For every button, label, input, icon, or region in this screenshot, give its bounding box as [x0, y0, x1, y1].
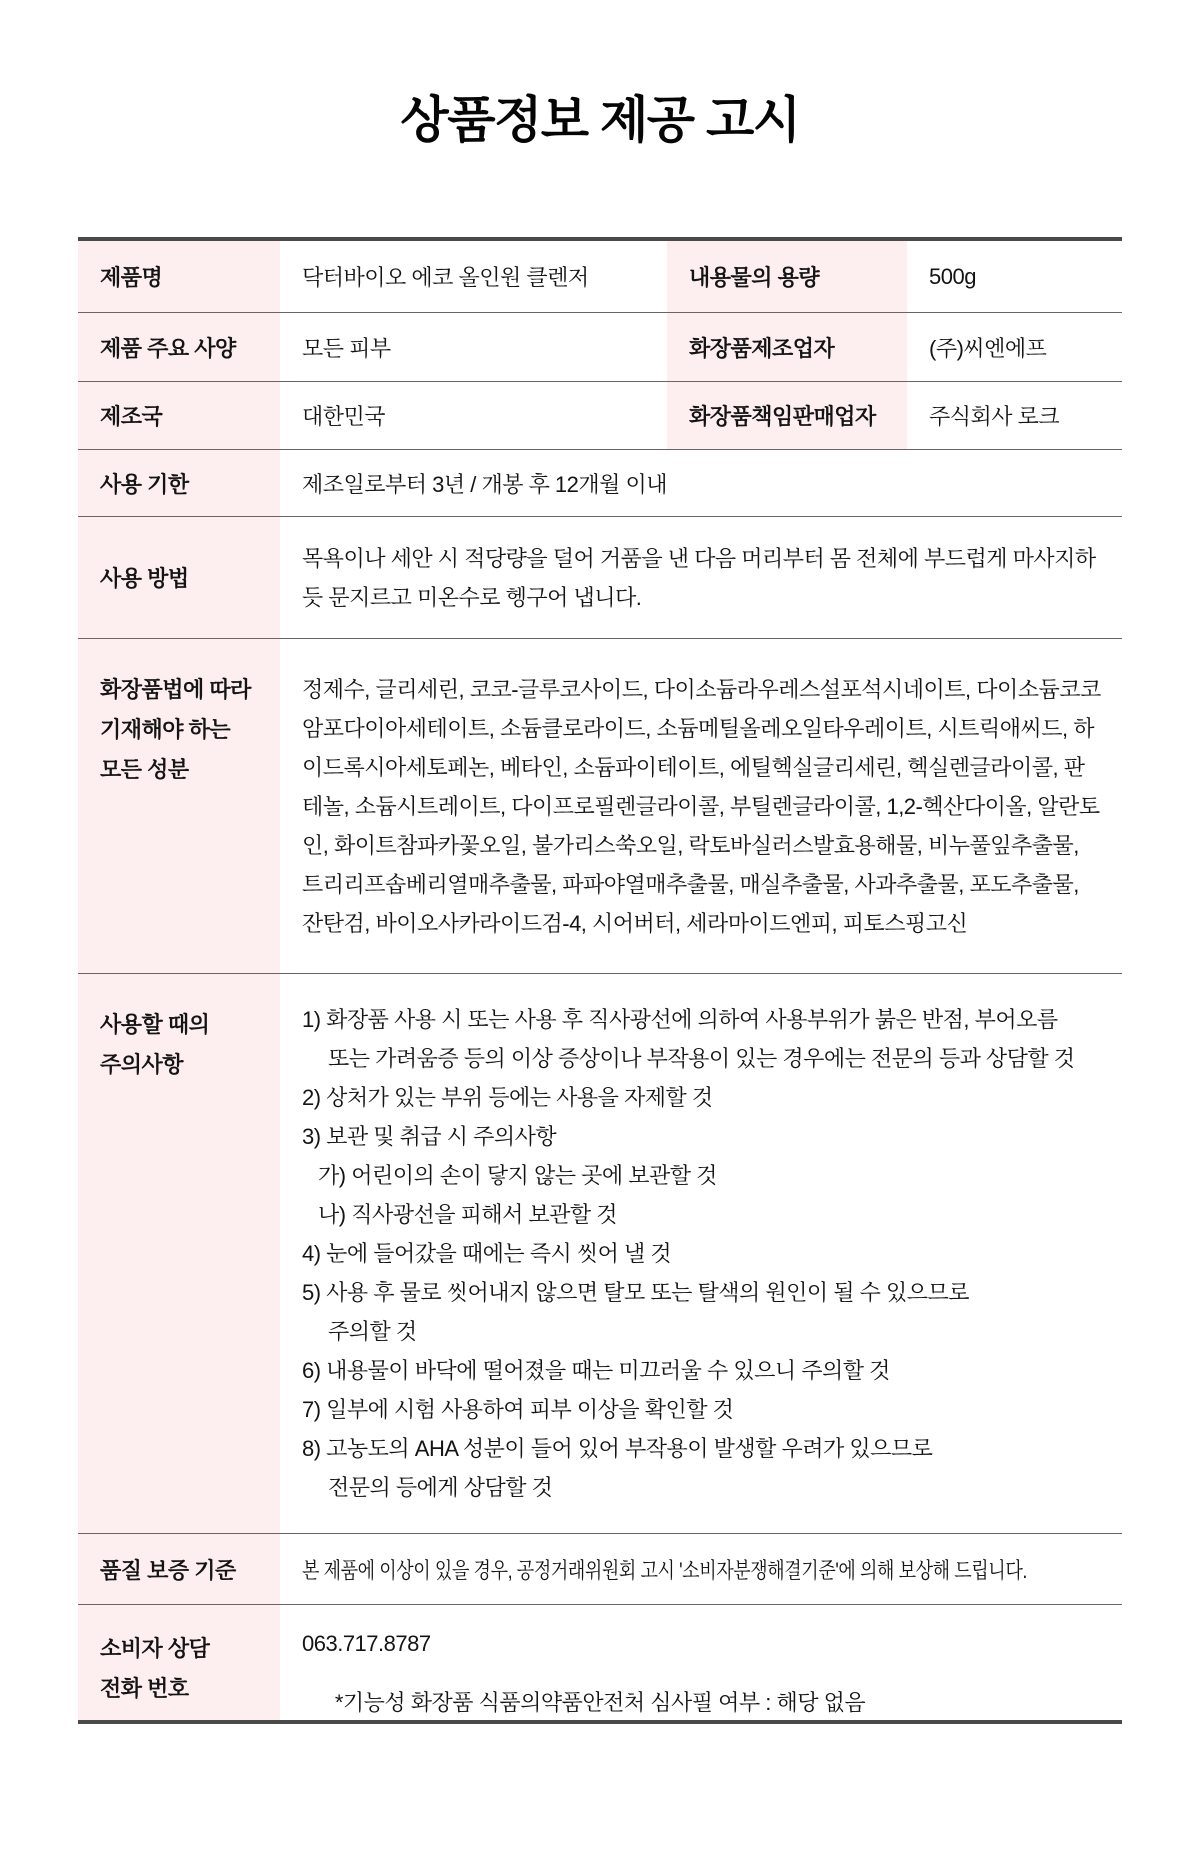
ingredients-label-line: 기재해야 하는 — [100, 717, 231, 742]
content-line: 6) 내용물이 바닥에 떨어졌을 때는 미끄러울 수 있으니 주의할 것 — [302, 1358, 890, 1383]
content-line: 5) 사용 후 물로 씻어내지 않으면 탈모 또는 탈색의 원인이 될 수 있으므로 — [302, 1280, 969, 1305]
content-line: 나) 직사광선을 피해서 보관할 것 — [318, 1202, 618, 1227]
ingredients-label-line: 화장품법에 따라 — [100, 677, 251, 702]
label-product-name: 제품명 — [78, 241, 280, 312]
table-row-usage — [78, 517, 1122, 639]
ingredients-text: 정제수, 글리세린, 코코-글루코사이드, 다이소듐라우레스설포석시네이트, 다이소듐코코암포다이아세테이트, 소듐클로라이드, 소듐메틸올레오일타우레이트, 시트릭애씨드, 하이드록시아세토페논, 베타인, 소듐파이테이트, 에틸헥실글리세린, 헥실렌글라이콜, 판테놀, 소듐시트레이트, 다이프로필렌글라이콜, 부틸렌글라이콜, 1,2-헥산다이올, 알란토인, 화이트참파카꽃오일, 불가리스쑥오일, 락토바실러스발효용해물, 비누풀잎추출물, 트리리프솝베리열매추출물, 파파야열매추출물, 매실추출물, 사과추출물, 포도추출물, 잔탄검, 바이오사카라이드검-4, 시어버터, 세라마이드엔피, 피토스핑고신 — [302, 677, 1101, 936]
functional-cosmetics-footnote: *기능성 화장품 식품의약품안전처 심사필 여부 : 해당 없음 — [334, 1690, 866, 1715]
table-row-warranty — [78, 1534, 1122, 1605]
content-line: 4) 눈에 들어갔을 때에는 즉시 씻어 낼 것 — [302, 1241, 672, 1266]
label-warranty: 품질 보증 기준 — [78, 1534, 280, 1604]
value-usage — [280, 517, 1122, 638]
content-line: 또는 가려움증 등의 이상 증상이나 부작용이 있는 경우에는 전문의 등과 상담할 것 — [328, 1046, 1075, 1071]
precautions-list — [302, 1000, 1075, 1507]
ingredients-label-lines — [100, 670, 251, 790]
value-spec: 모든 피부 — [302, 335, 391, 361]
value-seller: 주식회사 로크 — [929, 404, 1060, 429]
content-line: 전문의 등에게 상담할 것 — [328, 1475, 553, 1500]
value-precautions — [280, 974, 1122, 1533]
table-row-ingredients — [78, 639, 1122, 974]
page-title: 상품정보 제공 고시 — [400, 92, 800, 148]
content-line: 주의할 것 — [328, 1319, 417, 1344]
content-line: 2) 상처가 있는 부위 등에는 사용을 자제할 것 — [302, 1085, 713, 1110]
table-row-precautions — [78, 974, 1122, 1534]
value-product-name: 닥터바이오 에코 올인원 클렌저 — [302, 265, 589, 290]
content-line: 7) 일부에 시험 사용하여 피부 이상을 확인할 것 — [302, 1397, 734, 1422]
content-line: 3) 보관 및 취급 시 주의사항 — [302, 1124, 557, 1149]
label-country: 제조국 — [78, 382, 280, 449]
precautions-label-line: 주의사항 — [100, 1052, 184, 1077]
value-warranty — [280, 1534, 1200, 1604]
table-row-expiry — [78, 450, 1122, 517]
value-expiry: 제조일로부터 3년 / 개봉 후 12개월 이내 — [302, 471, 668, 497]
label-manufacturer: 화장품제조업자 — [667, 313, 907, 381]
warranty-text: 본 제품에 이상이 있을 경우, 공정거래위원회 고시 '소비자분쟁해결기준'에 의해 보상해 드립니다. — [302, 1557, 1027, 1583]
table-row-country — [78, 382, 1122, 450]
value-manufacturer: (주)씨엔에프 — [929, 335, 1047, 361]
label-precautions — [78, 974, 280, 1533]
table-row-spec — [78, 313, 1122, 382]
label-expiry: 사용 기한 — [78, 450, 280, 516]
label-spec: 제품 주요 사양 — [78, 313, 280, 381]
value-volume: 500g — [929, 263, 976, 289]
ingredients-label-line: 모든 성분 — [100, 757, 189, 782]
label-ingredients — [78, 639, 280, 973]
content-line: 1) 화장품 사용 시 또는 사용 후 직사광선에 의하여 사용부위가 붉은 반점, 부어오름 — [302, 1007, 1058, 1032]
table-row-product-name — [78, 241, 1122, 313]
label-seller: 화장품책임판매업자 — [667, 382, 907, 449]
precautions-label-lines — [100, 1005, 209, 1085]
product-info-table — [78, 237, 1122, 1724]
usage-text: 목욕이나 세안 시 적당량을 덜어 거품을 낸 다음 머리부터 몸 전체에 부드럽게 마사지하듯 문지르고 미온수로 헹구어 냅니다. — [302, 545, 1096, 610]
label-usage: 사용 방법 — [78, 517, 280, 638]
precautions-label-line: 사용할 때의 — [100, 1012, 210, 1037]
label-volume: 내용물의 용량 — [667, 241, 907, 312]
content-line: 가) 어린이의 손이 닿지 않는 곳에 보관할 것 — [318, 1163, 717, 1188]
value-country: 대한민국 — [302, 404, 386, 429]
value-contact: 063.717.8787 — [302, 1631, 431, 1656]
content-line: 8) 고농도의 AHA 성분이 들어 있어 부작용이 발생할 우려가 있으므로 — [302, 1436, 933, 1461]
contact-label-line: 소비자 상담 — [100, 1636, 210, 1661]
contact-label-line: 전화 번호 — [100, 1676, 189, 1701]
value-ingredients — [280, 639, 1122, 973]
